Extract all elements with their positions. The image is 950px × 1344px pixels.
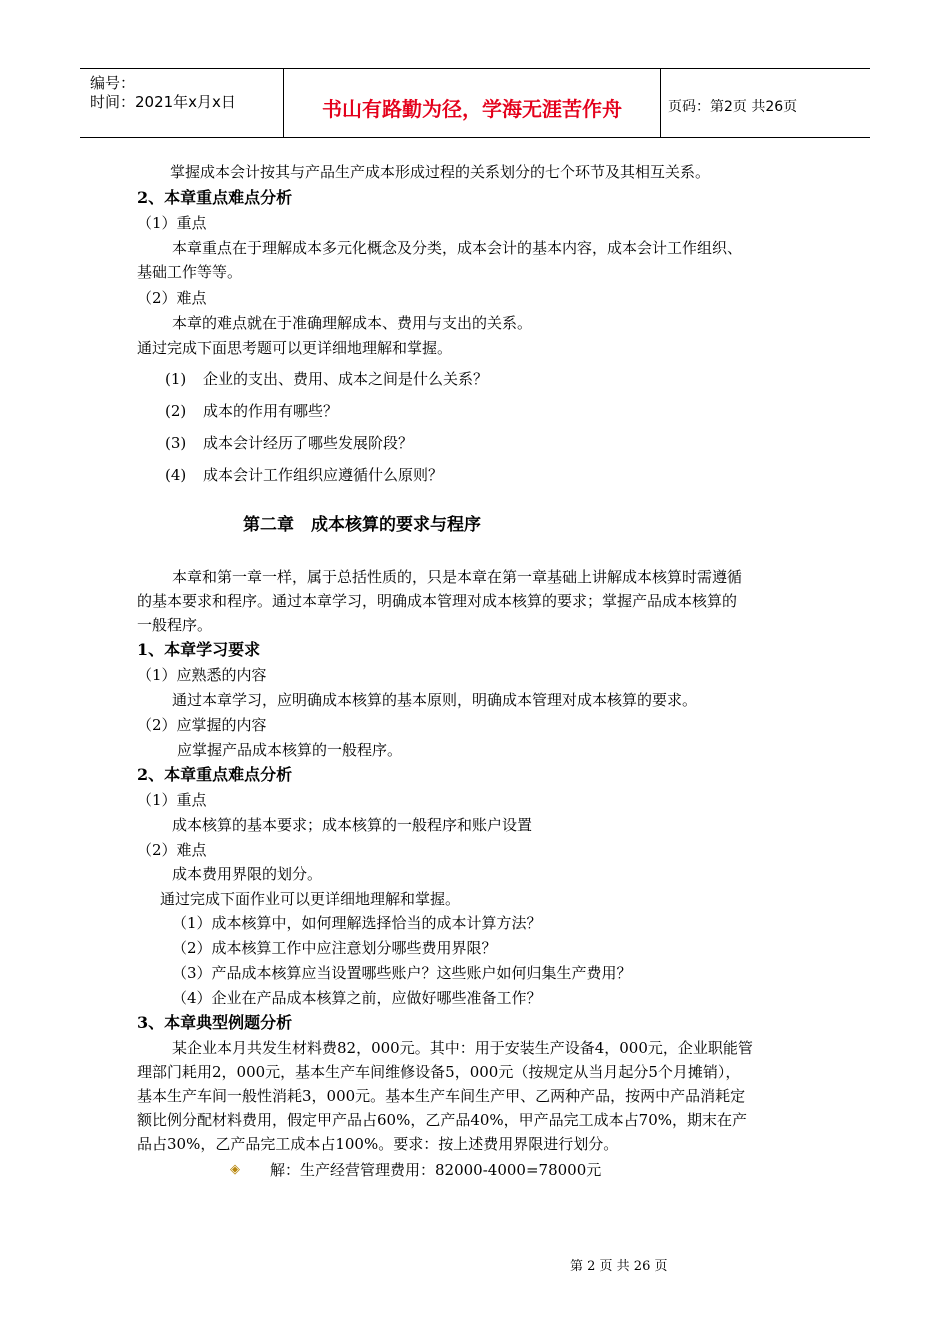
list-item: 企业的支出、费用、成本之间是什么关系？ [203,370,489,388]
paragraph-line: 成本费用界限的划分。 [172,865,323,883]
section-heading: 1、本章学习要求 [137,640,261,659]
paragraph-line: 应掌握产品成本核算的一般程序。 [177,741,403,759]
paragraph-line: 理部门耗用2，000元，基本生产车间维修设备5，000元（按规定从当月起分5个月摊销）， [137,1063,741,1081]
solution-line: 解：生产经营管理费用：82000-4000=78000元 [270,1161,602,1179]
section-heading: 2、本章重点难点分析 [137,765,293,784]
section-heading: 3、本章典型例题分析 [137,1013,293,1032]
subsection-label: （2）应掌握的内容 [137,716,267,734]
paragraph-line: 品占30%，乙产品完工成本占100%。要求：按上述费用界限进行划分。 [137,1135,619,1153]
subsection-label: （1）应熟悉的内容 [137,666,267,684]
paragraph-line: 额比例分配材料费用，假定甲产品占60%，乙产品40%，甲产品完工成本占70%，期末在产 [137,1111,748,1129]
paragraph-line: 本章重点在于理解成本多元化概念及分类，成本会计的基本内容，成本会计工作组织、 [172,239,743,257]
list-item: （1）成本核算中，如何理解选择恰当的成本计算方法？ [172,914,542,932]
subsection-label: （2）难点 [137,289,207,307]
subsection-label: （1）重点 [137,791,207,809]
header-motto-cell [284,69,661,137]
doc-number-label: 编号： [90,74,136,92]
doc-date: 时间：2021年x月x日 [90,93,236,111]
paragraph-line: 某企业本月共发生材料费82，000元。其中：用于安装生产设备4，000元，企业职能管 [172,1039,753,1057]
list-item-number: (1) [165,370,187,388]
paragraph-line: 本章和第一章一样，属于总括性质的，只是本章在第一章基础上讲解成本核算时需遵循 [172,568,743,586]
paragraph-line: 本章的难点就在于准确理解成本、费用与支出的关系。 [172,314,533,332]
list-item: （4）企业在产品成本核算之前，应做好哪些准备工作？ [172,989,542,1007]
list-item-number: (2) [165,402,187,420]
header-page-info: 页码：第2页 共26页 [668,99,798,115]
section-heading: 2、本章重点难点分析 [137,188,293,207]
paragraph-intro: 掌握成本会计按其与产品生产成本形成过程的关系划分的七个环节及其相互关系。 [170,163,711,181]
paragraph-line: 成本核算的基本要求；成本核算的一般程序和账户设置 [172,816,533,834]
paragraph-line: 一般程序。 [137,616,213,634]
page-header [80,68,870,138]
paragraph-line: 通过完成下面作业可以更详细地理解和掌握。 [160,890,461,908]
list-item: 成本会计经历了哪些发展阶段？ [203,434,414,452]
paragraph-line: 基本生产车间一般性消耗3，000元。基本生产车间生产甲、乙两种产品，按两中产品消耗定 [137,1087,746,1105]
list-item: （2）成本核算工作中应注意划分哪些费用界限？ [172,939,497,957]
header-motto: 书山有路勤为径，学海无涯苦作舟 [322,97,622,121]
diamond-bullet-icon: ◈ [230,1162,240,1177]
paragraph-line: 的基本要求和程序。通过本章学习，明确成本管理对成本核算的要求；掌握产品成本核算的 [137,592,738,610]
list-item-number: (3) [165,434,187,452]
header-page-cell [661,69,870,137]
subsection-label: （2）难点 [137,841,207,859]
list-item: 成本会计工作组织应遵循什么原则？ [203,466,444,484]
paragraph-line: 通过本章学习，应明确成本核算的基本原则，明确成本管理对成本核算的要求。 [172,691,698,709]
list-item-number: (4) [165,466,187,484]
list-item: 成本的作用有哪些？ [203,402,339,420]
paragraph-line: 通过完成下面思考题可以更详细地理解和掌握。 [137,339,453,357]
header-info-cell [80,69,284,137]
paragraph-line: 基础工作等等。 [137,263,243,281]
subsection-label: （1）重点 [137,214,207,232]
list-item: （3）产品成本核算应当设置哪些账户？这些账户如何归集生产费用？ [172,964,632,982]
page-footer: 第 2 页 共 26 页 [570,1259,668,1274]
chapter-title: 第二章 成本核算的要求与程序 [243,515,481,535]
